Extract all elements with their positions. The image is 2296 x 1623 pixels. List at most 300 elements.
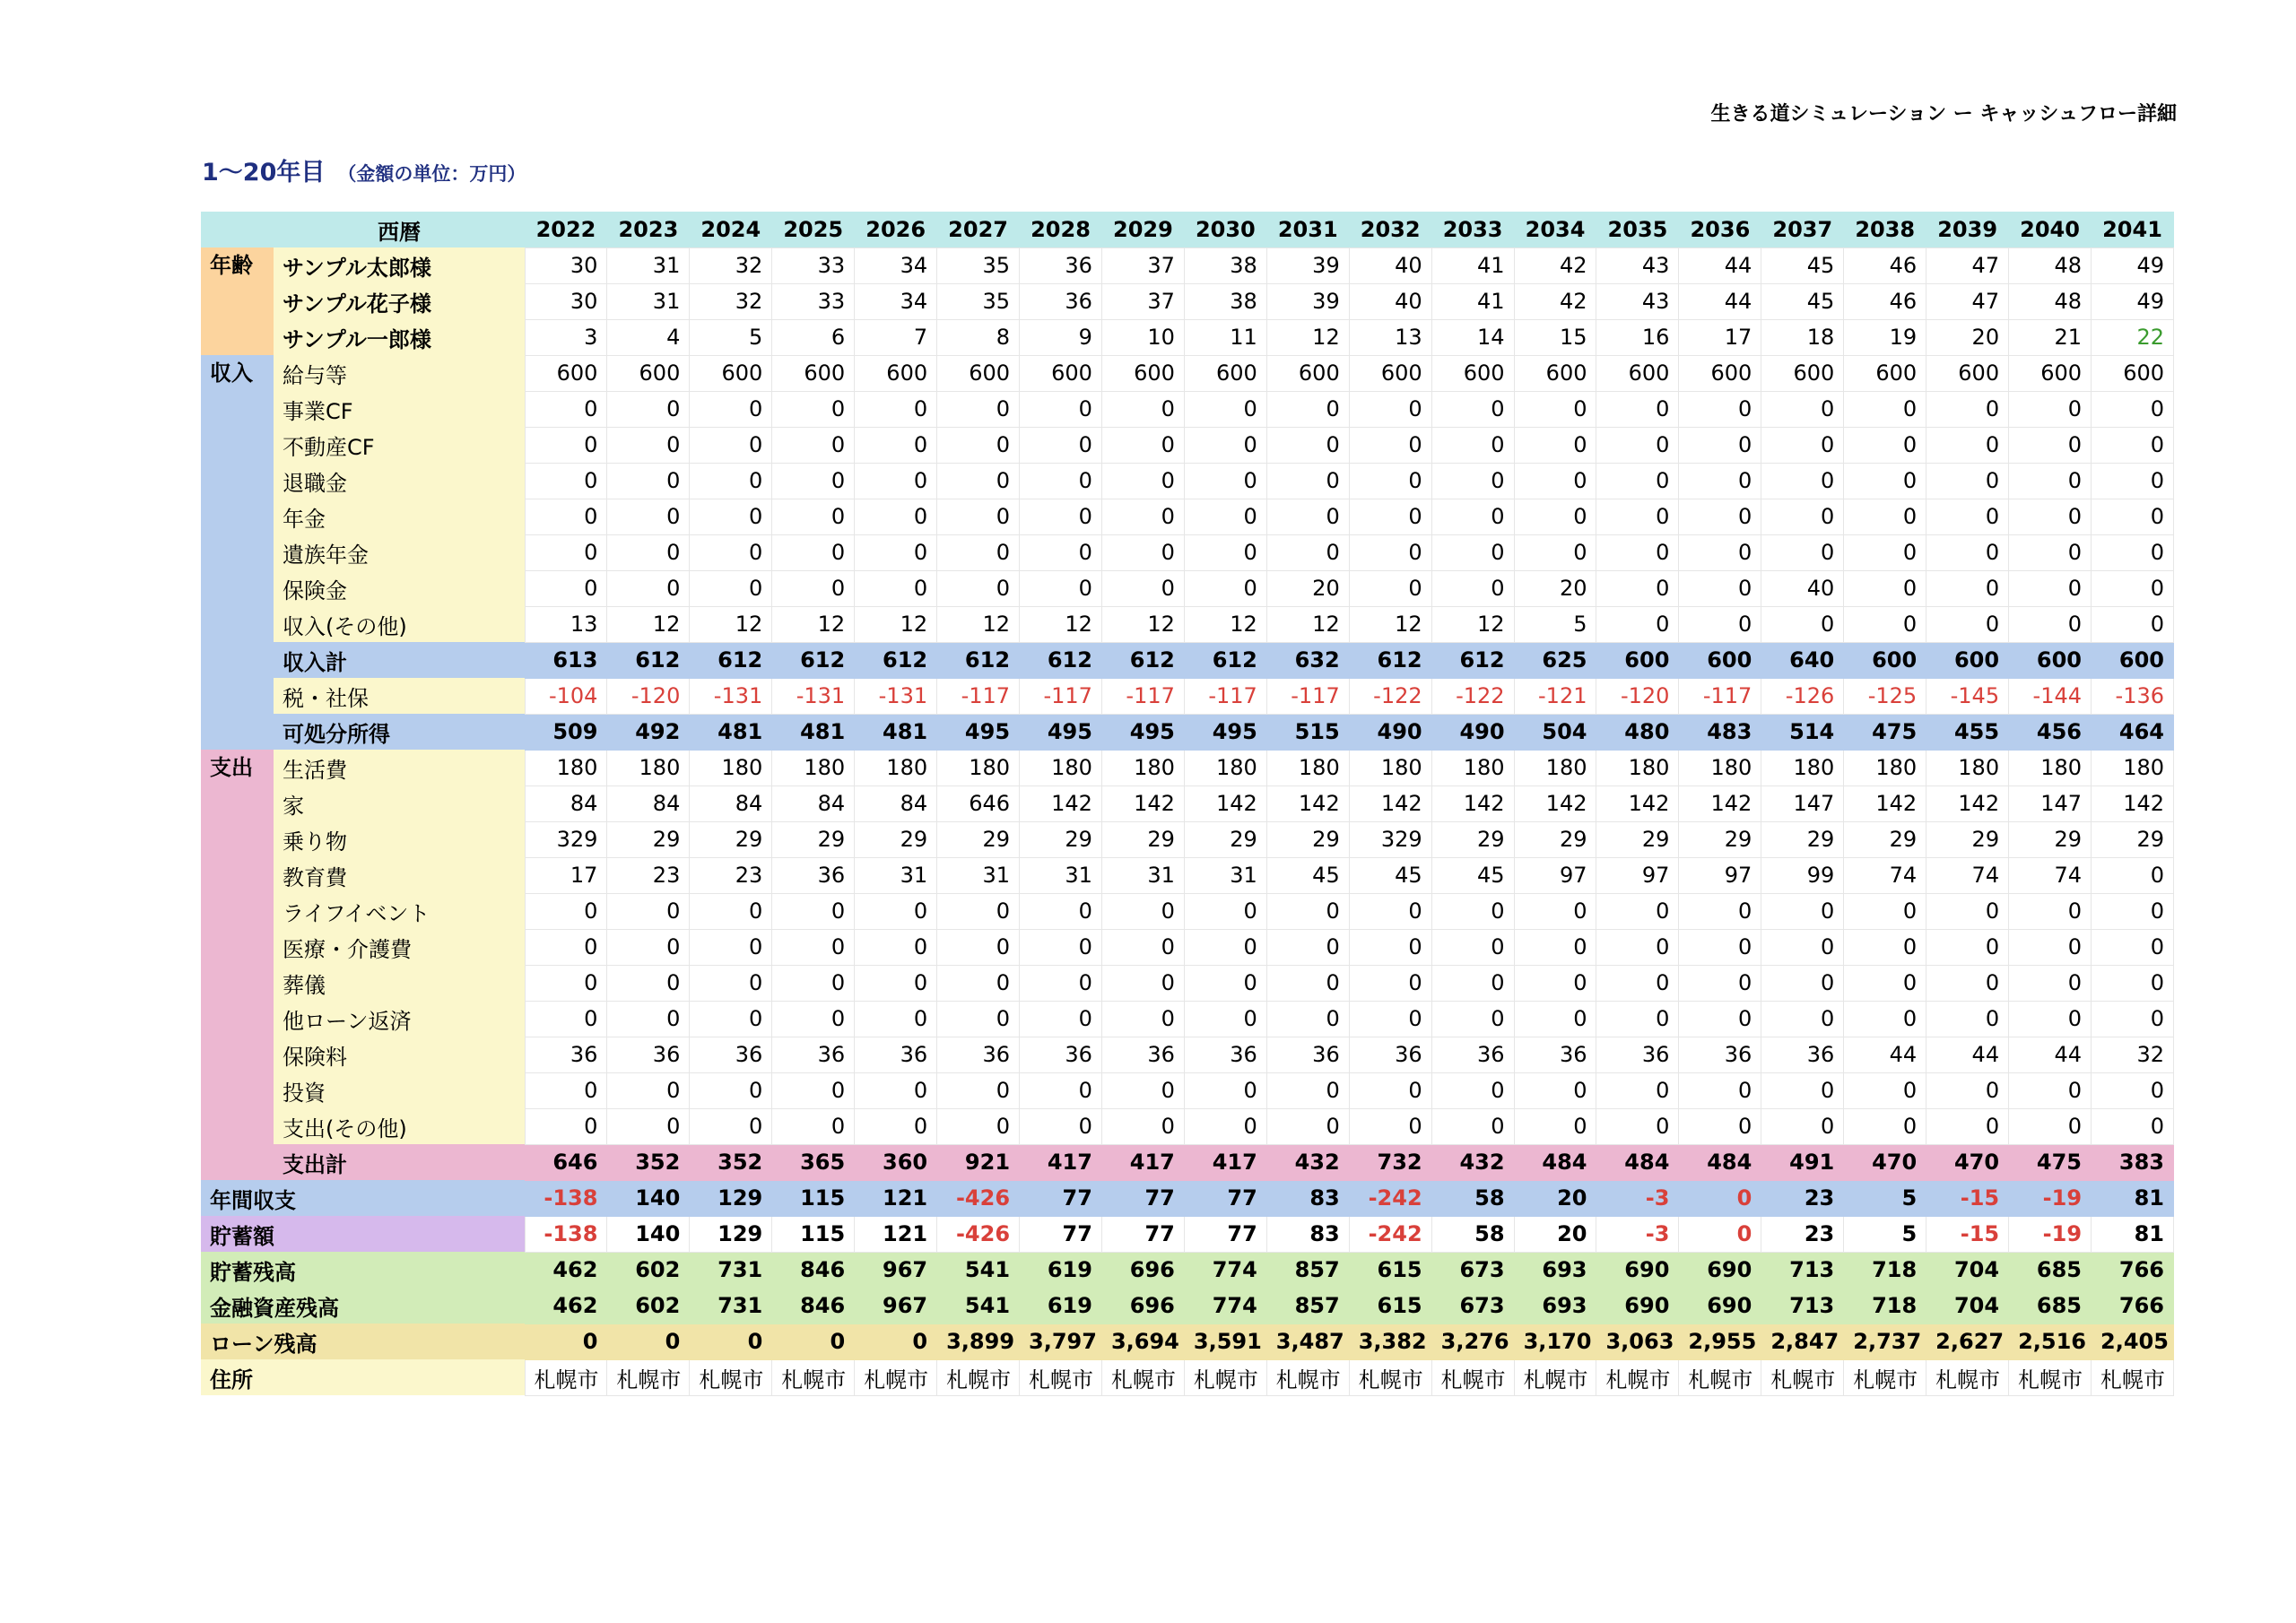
row-label: 住所 [201, 1359, 525, 1395]
value-cell: 483 [1679, 714, 1761, 750]
value-cell: 44 [1679, 283, 1761, 319]
value-cell: 21 [2009, 319, 2092, 355]
value-cell: 0 [855, 1072, 937, 1108]
value-cell: 0 [1184, 463, 1266, 499]
value-cell: 0 [1761, 1108, 1844, 1144]
table-row [201, 391, 2174, 427]
value-cell: 38 [1184, 283, 1266, 319]
value-cell: 180 [1514, 750, 1596, 785]
value-cell: 0 [1844, 534, 1926, 570]
value-cell: 417 [1101, 1144, 1184, 1180]
value-cell: 12 [1020, 606, 1102, 642]
value-cell: -3 [1596, 1216, 1679, 1252]
value-cell: -117 [1266, 678, 1349, 714]
value-cell: 0 [607, 463, 690, 499]
value-cell: 0 [1101, 893, 1184, 929]
value-cell: 0 [1514, 499, 1596, 534]
summary-row [201, 1324, 2174, 1359]
value-cell: 0 [1926, 1108, 2009, 1144]
value-cell: 12 [1266, 319, 1349, 355]
value-cell: 180 [1431, 750, 1514, 785]
value-cell: 600 [2009, 642, 2092, 678]
value-cell: 10 [1101, 319, 1184, 355]
value-cell: 0 [1349, 1108, 1431, 1144]
value-cell: 713 [1761, 1288, 1844, 1324]
value-cell: 29 [1514, 821, 1596, 857]
value-cell: 40 [1349, 283, 1431, 319]
row-label: 年金 [274, 499, 525, 534]
table-row [201, 427, 2174, 463]
year-range-title: 1〜20年目 [202, 159, 326, 187]
value-cell: 180 [1926, 750, 2009, 785]
address-cell: 札幌市 [1101, 1359, 1184, 1395]
value-cell: 615 [1349, 1252, 1431, 1288]
value-cell: 12 [1184, 606, 1266, 642]
value-cell: 0 [772, 1072, 855, 1108]
table-row [201, 1108, 2174, 1144]
value-cell: 0 [2009, 1108, 2092, 1144]
value-cell: 32 [690, 283, 772, 319]
row-label: 不動産CF [274, 427, 525, 463]
value-cell: 140 [607, 1216, 690, 1252]
value-cell: 352 [607, 1144, 690, 1180]
row-label: 葬儀 [274, 965, 525, 1001]
row-label: 保険金 [274, 570, 525, 606]
row-label: 貯蓄額 [201, 1216, 525, 1252]
value-cell: 20 [1514, 570, 1596, 606]
value-cell: 846 [772, 1288, 855, 1324]
value-cell: 0 [1184, 1001, 1266, 1037]
value-cell: 13 [1349, 319, 1431, 355]
value-cell: 0 [937, 427, 1020, 463]
value-cell: 0 [1266, 427, 1349, 463]
table-row [201, 1001, 2174, 1037]
year-header-label: 西暦 [274, 212, 525, 247]
value-cell: 180 [855, 750, 937, 785]
value-cell: 41 [1431, 283, 1514, 319]
value-cell: -117 [1679, 678, 1761, 714]
value-cell: 612 [772, 642, 855, 678]
value-cell: 0 [1020, 965, 1102, 1001]
value-cell: 0 [855, 463, 937, 499]
row-label: 他ローン返済 [274, 1001, 525, 1037]
value-cell: 0 [1101, 391, 1184, 427]
value-cell: 180 [937, 750, 1020, 785]
value-cell: 0 [1431, 534, 1514, 570]
value-cell: 612 [937, 642, 1020, 678]
value-cell: 0 [2092, 893, 2174, 929]
value-cell: 0 [1679, 1072, 1761, 1108]
value-cell: 45 [1266, 857, 1349, 893]
value-cell: 7 [855, 319, 937, 355]
value-cell: 180 [607, 750, 690, 785]
value-cell: 0 [1926, 499, 2009, 534]
category-label: 支出 [201, 750, 274, 1180]
value-cell: 0 [1844, 1001, 1926, 1037]
value-cell: 40 [1761, 570, 1844, 606]
value-cell: 0 [1101, 534, 1184, 570]
row-label: 税・社保 [274, 678, 525, 714]
value-cell: 0 [1431, 1108, 1514, 1144]
value-cell: 495 [937, 714, 1020, 750]
value-cell: 731 [690, 1288, 772, 1324]
value-cell: 142 [1349, 785, 1431, 821]
value-cell: 49 [2092, 247, 2174, 283]
value-cell: 0 [1020, 534, 1102, 570]
value-cell: 0 [1431, 1072, 1514, 1108]
value-cell: 0 [1349, 570, 1431, 606]
value-cell: 600 [525, 355, 607, 391]
value-cell: 0 [1844, 391, 1926, 427]
value-cell: 0 [855, 499, 937, 534]
address-cell: 札幌市 [1514, 1359, 1596, 1395]
value-cell: 13 [525, 606, 607, 642]
value-cell: 2,627 [1926, 1324, 2009, 1359]
value-cell: -120 [607, 678, 690, 714]
year-header-2036: 2036 [1679, 212, 1761, 247]
value-cell: 600 [1596, 355, 1679, 391]
value-cell: 0 [2092, 1108, 2174, 1144]
value-cell: 0 [690, 534, 772, 570]
value-cell: 0 [772, 893, 855, 929]
value-cell: 180 [2009, 750, 2092, 785]
value-cell: 0 [1761, 965, 1844, 1001]
value-cell: 383 [2092, 1144, 2174, 1180]
value-cell: 774 [1184, 1252, 1266, 1288]
table-row [201, 247, 2174, 283]
value-cell: 0 [1514, 534, 1596, 570]
value-cell: 0 [1844, 570, 1926, 606]
value-cell: 2,955 [1679, 1324, 1761, 1359]
value-cell: 0 [1679, 427, 1761, 463]
value-cell: 0 [937, 534, 1020, 570]
value-cell: 31 [1020, 857, 1102, 893]
value-cell: 180 [1844, 750, 1926, 785]
category-label: 収入 [201, 355, 274, 750]
value-cell: 0 [2009, 499, 2092, 534]
value-cell: 600 [1184, 355, 1266, 391]
value-cell: 0 [772, 570, 855, 606]
value-cell: 45 [1349, 857, 1431, 893]
row-label: 貯蓄残高 [201, 1252, 525, 1288]
value-cell: 484 [1596, 1144, 1679, 1180]
value-cell: 718 [1844, 1288, 1926, 1324]
value-cell: 142 [1184, 785, 1266, 821]
address-cell: 札幌市 [772, 1359, 855, 1395]
value-cell: 0 [1101, 1072, 1184, 1108]
value-cell: 0 [1431, 463, 1514, 499]
value-cell: 23 [1761, 1180, 1844, 1216]
value-cell: 632 [1266, 642, 1349, 678]
value-cell: 600 [2092, 355, 2174, 391]
value-cell: 0 [1349, 534, 1431, 570]
row-label: 教育費 [274, 857, 525, 893]
address-cell: 札幌市 [1844, 1359, 1926, 1395]
year-header-2027: 2027 [937, 212, 1020, 247]
table-row [201, 678, 2174, 714]
value-cell: 0 [1596, 391, 1679, 427]
value-cell: 0 [1020, 1108, 1102, 1144]
value-cell: 0 [2092, 499, 2174, 534]
value-cell: 0 [1020, 499, 1102, 534]
value-cell: 0 [690, 1001, 772, 1037]
value-cell: 0 [1679, 391, 1761, 427]
value-cell: -131 [772, 678, 855, 714]
value-cell: 0 [855, 929, 937, 965]
value-cell: 360 [855, 1144, 937, 1180]
value-cell: 0 [855, 570, 937, 606]
value-cell: 5 [1844, 1216, 1926, 1252]
value-cell: 31 [607, 247, 690, 283]
value-cell: 43 [1596, 283, 1679, 319]
value-cell: 142 [1431, 785, 1514, 821]
value-cell: 29 [1101, 821, 1184, 857]
value-cell: 515 [1266, 714, 1349, 750]
row-label: 退職金 [274, 463, 525, 499]
value-cell: 846 [772, 1252, 855, 1288]
value-cell: -120 [1596, 678, 1679, 714]
value-cell: 37 [1101, 283, 1184, 319]
value-cell: 0 [937, 929, 1020, 965]
value-cell: 0 [772, 534, 855, 570]
value-cell: 0 [1101, 570, 1184, 606]
value-cell: 0 [607, 1108, 690, 1144]
value-cell: 77 [1101, 1180, 1184, 1216]
value-cell: 600 [1926, 642, 2009, 678]
value-cell: 115 [772, 1216, 855, 1252]
value-cell: 40 [1349, 247, 1431, 283]
row-label: 金融資産残高 [201, 1288, 525, 1324]
table-row [201, 283, 2174, 319]
row-label: 乗り物 [274, 821, 525, 857]
value-cell: 0 [607, 965, 690, 1001]
value-cell: 0 [1101, 1001, 1184, 1037]
value-cell: 36 [1431, 1037, 1514, 1072]
value-cell: 81 [2092, 1180, 2174, 1216]
value-cell: 0 [1101, 427, 1184, 463]
value-cell: 0 [690, 427, 772, 463]
value-cell: 3,063 [1596, 1324, 1679, 1359]
value-cell: 600 [937, 355, 1020, 391]
value-cell: 142 [1101, 785, 1184, 821]
value-cell: 36 [855, 1037, 937, 1072]
value-cell: 0 [1184, 1108, 1266, 1144]
value-cell: 0 [1431, 570, 1514, 606]
value-cell: 0 [1266, 929, 1349, 965]
value-cell: 0 [855, 391, 937, 427]
value-cell: 0 [2009, 570, 2092, 606]
value-cell: 0 [937, 391, 1020, 427]
value-cell: 30 [525, 247, 607, 283]
value-cell: 0 [1349, 463, 1431, 499]
value-cell: 0 [1679, 1216, 1761, 1252]
value-cell: 84 [772, 785, 855, 821]
value-cell: -126 [1761, 678, 1844, 714]
value-cell: 0 [1844, 463, 1926, 499]
value-cell: 0 [1596, 893, 1679, 929]
value-cell: 0 [1761, 391, 1844, 427]
value-cell: 99 [1761, 857, 1844, 893]
value-cell: 0 [525, 1324, 607, 1359]
value-cell: 0 [1679, 1180, 1761, 1216]
value-cell: 0 [1514, 929, 1596, 965]
value-cell: -122 [1349, 678, 1431, 714]
value-cell: 42 [1514, 283, 1596, 319]
value-cell: 47 [1926, 247, 2009, 283]
value-cell: 36 [772, 1037, 855, 1072]
value-cell: 0 [1349, 391, 1431, 427]
value-cell: 41 [1431, 247, 1514, 283]
value-cell: 77 [1020, 1180, 1102, 1216]
value-cell: 0 [1266, 1001, 1349, 1037]
value-cell: 0 [1761, 499, 1844, 534]
value-cell: 3,899 [937, 1324, 1020, 1359]
value-cell: 29 [690, 821, 772, 857]
value-cell: 20 [1514, 1216, 1596, 1252]
row-label: 保険料 [274, 1037, 525, 1072]
value-cell: 0 [1679, 1001, 1761, 1037]
value-cell: 0 [2009, 929, 2092, 965]
value-cell: 0 [937, 1001, 1020, 1037]
value-cell: 0 [1926, 929, 2009, 965]
value-cell: 0 [1761, 427, 1844, 463]
value-cell: 3,276 [1431, 1324, 1514, 1359]
value-cell: 640 [1761, 642, 1844, 678]
value-cell: 0 [1349, 1072, 1431, 1108]
value-cell: -426 [937, 1216, 1020, 1252]
value-cell: 0 [855, 893, 937, 929]
value-cell: 44 [1679, 247, 1761, 283]
value-cell: 0 [525, 499, 607, 534]
value-cell: 31 [855, 857, 937, 893]
value-cell: 0 [1596, 1072, 1679, 1108]
value-cell: 0 [607, 1001, 690, 1037]
value-cell: 58 [1431, 1216, 1514, 1252]
value-cell: 84 [855, 785, 937, 821]
value-cell: 0 [690, 929, 772, 965]
value-cell: 0 [1761, 463, 1844, 499]
value-cell: 0 [525, 1072, 607, 1108]
value-cell: 0 [1020, 893, 1102, 929]
value-cell: 0 [937, 1108, 1020, 1144]
value-cell: 0 [690, 1108, 772, 1144]
value-cell: 690 [1679, 1288, 1761, 1324]
value-cell: 0 [690, 1324, 772, 1359]
year-header-2029: 2029 [1101, 212, 1184, 247]
value-cell: 0 [1844, 606, 1926, 642]
value-cell: 432 [1431, 1144, 1514, 1180]
value-cell: 12 [772, 606, 855, 642]
value-cell: 0 [1844, 427, 1926, 463]
value-cell: 22 [2092, 319, 2174, 355]
value-cell: 0 [937, 463, 1020, 499]
value-cell: 0 [1184, 499, 1266, 534]
value-cell: 509 [525, 714, 607, 750]
value-cell: 0 [772, 965, 855, 1001]
value-cell: 0 [607, 427, 690, 463]
value-cell: 491 [1761, 1144, 1844, 1180]
value-cell: -19 [2009, 1180, 2092, 1216]
value-cell: 0 [2009, 1001, 2092, 1037]
value-cell: 33 [772, 283, 855, 319]
value-cell: 17 [1679, 319, 1761, 355]
value-cell: 180 [2092, 750, 2174, 785]
value-cell: 0 [1596, 427, 1679, 463]
value-cell: 0 [2009, 391, 2092, 427]
value-cell: 0 [937, 1072, 1020, 1108]
value-cell: 2,847 [1761, 1324, 1844, 1359]
year-header-2028: 2028 [1020, 212, 1102, 247]
value-cell: 0 [2092, 929, 2174, 965]
value-cell: 0 [1679, 1108, 1761, 1144]
value-cell: 0 [1020, 1001, 1102, 1037]
value-cell: 36 [1184, 1037, 1266, 1072]
value-cell: 0 [1761, 893, 1844, 929]
value-cell: 29 [607, 821, 690, 857]
value-cell: 0 [1926, 427, 2009, 463]
value-cell: 625 [1514, 642, 1596, 678]
row-label: ローン残高 [201, 1324, 525, 1359]
value-cell: 34 [855, 283, 937, 319]
value-cell: 0 [1101, 965, 1184, 1001]
value-cell: 0 [1020, 570, 1102, 606]
value-cell: -138 [525, 1180, 607, 1216]
table-row [201, 606, 2174, 642]
value-cell: 12 [690, 606, 772, 642]
value-cell: 180 [690, 750, 772, 785]
value-cell: -121 [1514, 678, 1596, 714]
value-cell: 0 [1266, 1108, 1349, 1144]
value-cell: 44 [2009, 1037, 2092, 1072]
address-cell: 札幌市 [1926, 1359, 2009, 1395]
value-cell: 967 [855, 1252, 937, 1288]
value-cell: 0 [1431, 929, 1514, 965]
address-cell: 札幌市 [1266, 1359, 1349, 1395]
value-cell: 29 [772, 821, 855, 857]
value-cell: 600 [1266, 355, 1349, 391]
value-cell: 685 [2009, 1288, 2092, 1324]
value-cell: 34 [855, 247, 937, 283]
value-cell: 693 [1514, 1288, 1596, 1324]
value-cell: -117 [1184, 678, 1266, 714]
value-cell: 0 [525, 463, 607, 499]
value-cell: 0 [1596, 534, 1679, 570]
value-cell: 0 [1679, 929, 1761, 965]
value-cell: 0 [690, 391, 772, 427]
value-cell: 3 [525, 319, 607, 355]
value-cell: 6 [772, 319, 855, 355]
value-cell: 23 [607, 857, 690, 893]
value-cell: 514 [1761, 714, 1844, 750]
value-cell: 0 [525, 1108, 607, 1144]
value-cell: 0 [690, 463, 772, 499]
value-cell: 0 [2092, 391, 2174, 427]
table-row [201, 570, 2174, 606]
value-cell: 0 [772, 391, 855, 427]
value-cell: 600 [690, 355, 772, 391]
value-cell: 464 [2092, 714, 2174, 750]
row-label: 年間収支 [201, 1180, 525, 1216]
year-header-2031: 2031 [1266, 212, 1349, 247]
value-cell: 97 [1514, 857, 1596, 893]
table-row [201, 319, 2174, 355]
value-cell: 0 [1596, 1001, 1679, 1037]
value-cell: 0 [1679, 499, 1761, 534]
value-cell: 0 [1101, 499, 1184, 534]
row-label: 生活費 [274, 750, 525, 785]
value-cell: 693 [1514, 1252, 1596, 1288]
value-cell: 690 [1596, 1288, 1679, 1324]
